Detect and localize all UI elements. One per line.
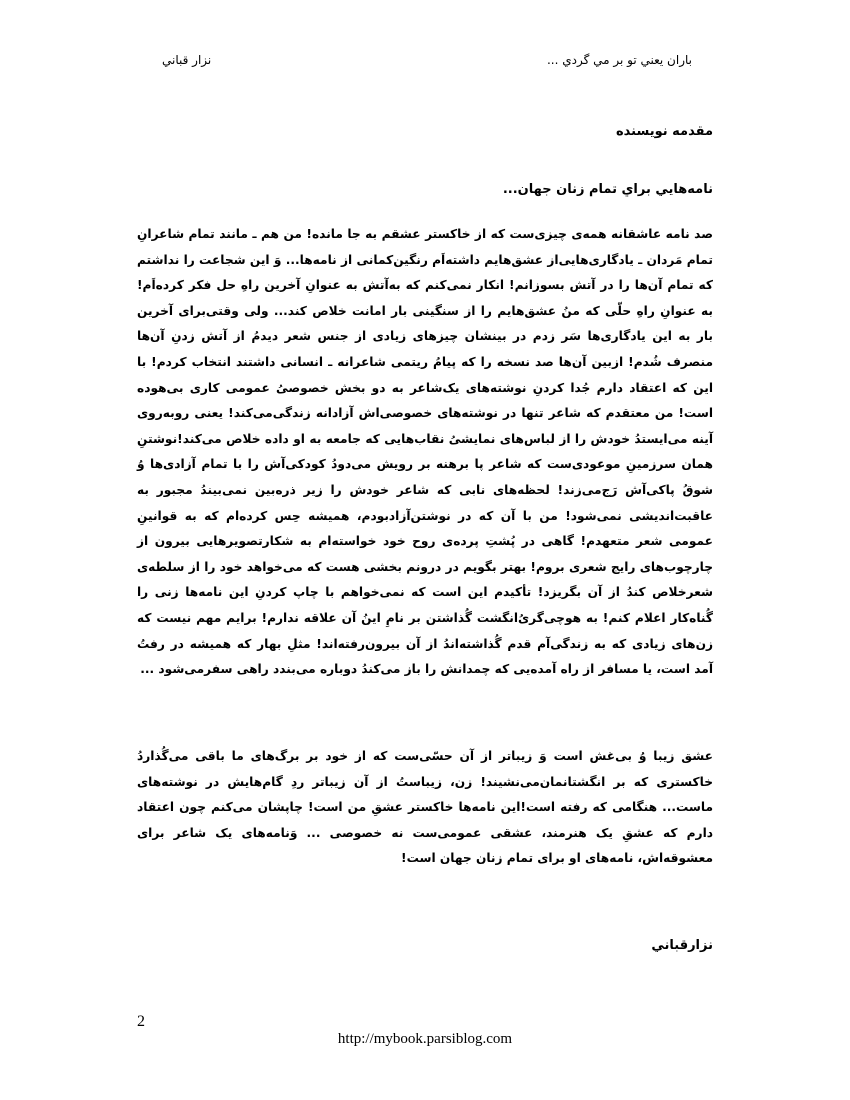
page-number: 2 [137, 1013, 145, 1030]
running-header-title: باران يعني تو بر مي گردي ... [546, 53, 692, 67]
footer-url[interactable]: http://mybook.parsiblog.com [337, 1031, 513, 1047]
section-title: مقدمه نويسنده [615, 124, 713, 139]
signature: نزارقباني [651, 938, 713, 953]
paragraph-2: عشق زیبا وُ بی‌غش است وَ زیباتر از آن حسّی‌ست که از خود بر برگ‌های ما باقی می‌گُذاردُ خاکستری که بر انگشتانمان‌می‌نشیند! زن، زیباستُ از آن زیباتر ردِ گام‌هایش در نوشته‌های ماست... هنگامی که رفته است!این نامه‌ها خاکستر عشقِ من است! چاپشان می‌کنم چون اعتقاد دارم که عشقِ یک هنرمند، عشقی عمومی‌ست نه خصوصی ... وَنامه‌های یک شاعر برای معشوقه‌اش، نامه‌های او برای تمام زنان جهان است! [137, 749, 713, 866]
subtitle: نامه‌هايي براي تمام زنان جهان... [502, 182, 713, 197]
running-header-author: نزار قباني [162, 53, 212, 67]
paragraph-1: صد نامه عاشقانه همه‌ی چیزی‌ست که از خاکستر عشقم به جا مانده! من هم ـ مانند تمام شاعرانِ تمام مَردان ـ یادگاری‌هایی‌از عشق‌هایم داشته‌اَم رنگین‌کمانی از نامه‌ها... وَ این شجاعت را نداشتم که تمام آن‌ها را در آتش بسوزانم! انکار نمی‌کنم که به‌آتش به عنوانِ آخرین راهِ حل فکر کرده‌اَم! به عنوانِ راهِ حلّی که منُ عشق‌هایم را از سنگینی بار امانت خلاص کند... ولی وقتی‌برای آخرین بار به این یادگاری‌ها سَر زدم در بینشان چیزهای زیادی از جنس شعر دیدمُ از آتش زدنِ آن‌ها منصرف شُدم! ازبین آن‌ها صد نسخه را که پیامُ ریتمی شاعرانه ـ انسانی داشتند انتخاب کردم! با این که اعتقاد دارم جُدا کردنِ نوشته‌های یک‌شاعر به دو بخش خصوصیُ عمومی کاری بی‌هوده است! من معتقدم که شاعر تنها در نوشته‌های خصوصی‌اش آزادانه زندگی‌می‌کند! یعنی روبه‌روی آینه می‌ایستدُ خودش را از لباس‌های نمایشیُ نقاب‌هایی که جامعه به او داده خلاص می‌کند!نوشتنِ همان سرزمینِ موعودی‌ست که شاعر پا برهنه بر رویش می‌دودُ کودکی‌آش را با تمام آزادی‌ها وُ شوقُ پاکی‌آش رَج‌می‌زند! لحظه‌های نابی که شاعر خودش را زیر ذره‌بین نمی‌بیندُ مجبور به عاقبت‌اندیشی نمی‌شود! من با آن که در نوشتن‌آزاد‌بودم، همیشه حِس کرده‌ام که به قوانینِ عمومی شعر متعهدم! گاهی در پُشتِ پرده‌ی روح خود خواسته‌ام به شکارتصویرهایی بیرون از چارچوب‌های رایج شعری بروم! بهتر بگویم در درونم بخشی هست که می‌خواهد خود را از سلطه‌ی شعرخلاص کندُ از آن بگریزد! تأکیدم این است که نمی‌خواهم با چاپ کردنِ این نامه‌ها زنی را گُناه‌کار اعلام کنم! به هوچی‌گریُ‌انگشت گُذاشتن بر نامِ اینُ آن علاقه ندارم! برایم مهم نیست که زن‌های زیادی که به زندگی‌آم قدم گُذاشته‌اندُ از آن بیرون‌رفته‌اند! مثلِ بهار که همیشه در رفتُ آمد است، یا مسافر از راه آمده‌یی که چمدانش را باز می‌کندُ دوباره می‌بندد راهی سفرمی‌شود ... [137, 227, 713, 677]
